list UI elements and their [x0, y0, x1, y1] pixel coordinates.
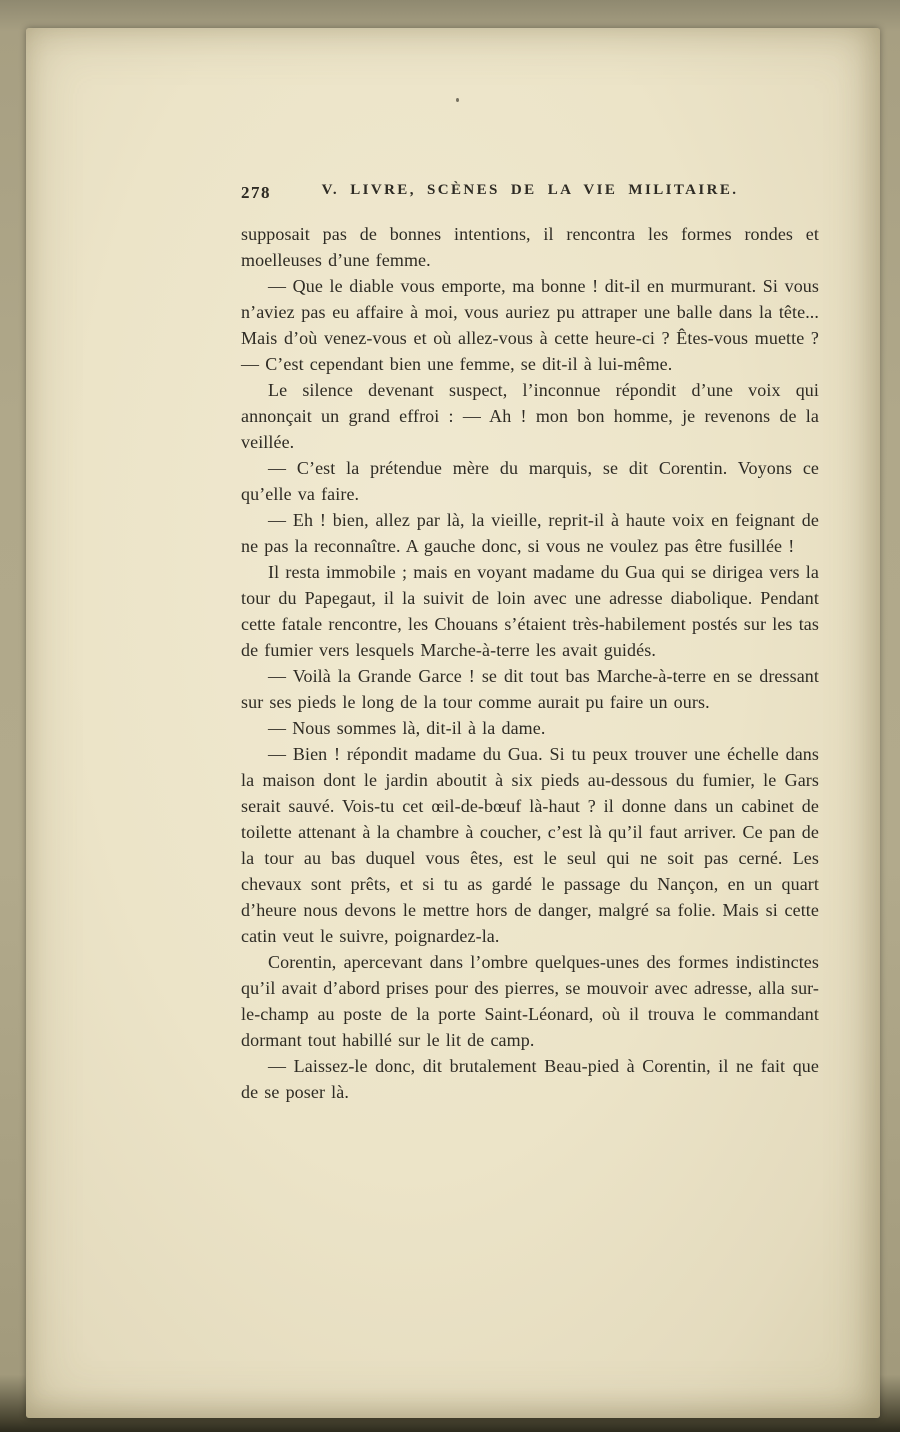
running-title: V. LIVRE, SCÈNES DE LA VIE MILITAIRE.	[321, 182, 739, 198]
paragraph: — Que le diable vous emporte, ma bonne ! dit-il en murmurant. Si vous n’aviez pas eu affaire à moi, vous auriez pu attraper une balle dans la tête... Mais d’où venez-vous et où allez-vous à cette heure-ci ? Êtes-vous muette ? — C’est cependant bien une femme, se dit-il à lui-même.	[241, 276, 819, 374]
paragraph: — C’est la prétendue mère du marquis, se dit Corentin. Voyons ce qu’elle va faire.	[241, 458, 819, 504]
paragraph: — Bien ! répondit madame du Gua. Si tu peux trouver une échelle dans la maison dont le jardin aboutit à six pieds au-dessous du fumier, le Gars serait sauvé. Vois-tu cet œil-de-bœuf là-haut ? il donne dans un cabinet de toilette attenant à la chambre à coucher, c’est là qu’il faut arriver. Ce pan de la tour au bas duquel vous êtes, est le seul qui ne soit pas cerné. Les chevaux sont prêts, et si tu as gardé le passage du Nançon, en un quart d’heure nous devons le mettre hors de danger, malgré sa folie. Mais si cette catin veut le suivre, poignardez-la.	[241, 744, 819, 946]
paragraph: Le silence devenant suspect, l’inconnue répondit d’une voix qui annonçait un grand effroi : — Ah ! mon bon homme, je revenons de la veillée.	[241, 380, 819, 452]
text-block	[241, 221, 819, 1105]
paragraph: — Eh ! bien, allez par là, la vieille, reprit-il à haute voix en feignant de ne pas la reconnaître. A gauche donc, si vous ne voulez pas être fusillée !	[241, 510, 819, 556]
scan-speck	[456, 98, 459, 102]
paragraph: supposait pas de bonnes intentions, il rencontra les formes rondes et moelleuses d’une femme.	[241, 224, 819, 270]
page-header	[241, 182, 819, 206]
paragraph: — Laissez-le donc, dit brutalement Beau-pied à Corentin, il ne fait que de se poser là.	[241, 1056, 819, 1102]
paragraph: Il resta immobile ; mais en voyant madame du Gua qui se dirigea vers la tour du Papegaut, il la suivit de loin avec une adresse diabolique. Pendant cette fatale rencontre, les Chouans s’étaient très-habilement postés sur les tas de fumier vers lesquels Marche-à-terre les avait guidés.	[241, 562, 819, 660]
book-page	[26, 28, 880, 1418]
paragraph: — Voilà la Grande Garce ! se dit tout bas Marche-à-terre en se dressant sur ses pieds le long de la tour comme aurait pu faire un ours.	[241, 666, 819, 712]
paragraph: Corentin, apercevant dans l’ombre quelques-unes des formes indistinctes qu’il avait d’abord prises pour des pierres, se mouvoir avec adresse, alla sur-le-champ au poste de la porte Saint-Léonard, où il trouva le commandant dormant tout habillé sur le lit de camp.	[241, 952, 819, 1050]
paragraph: — Nous sommes là, dit-il à la dame.	[268, 718, 546, 738]
page-number: 278	[241, 183, 271, 202]
